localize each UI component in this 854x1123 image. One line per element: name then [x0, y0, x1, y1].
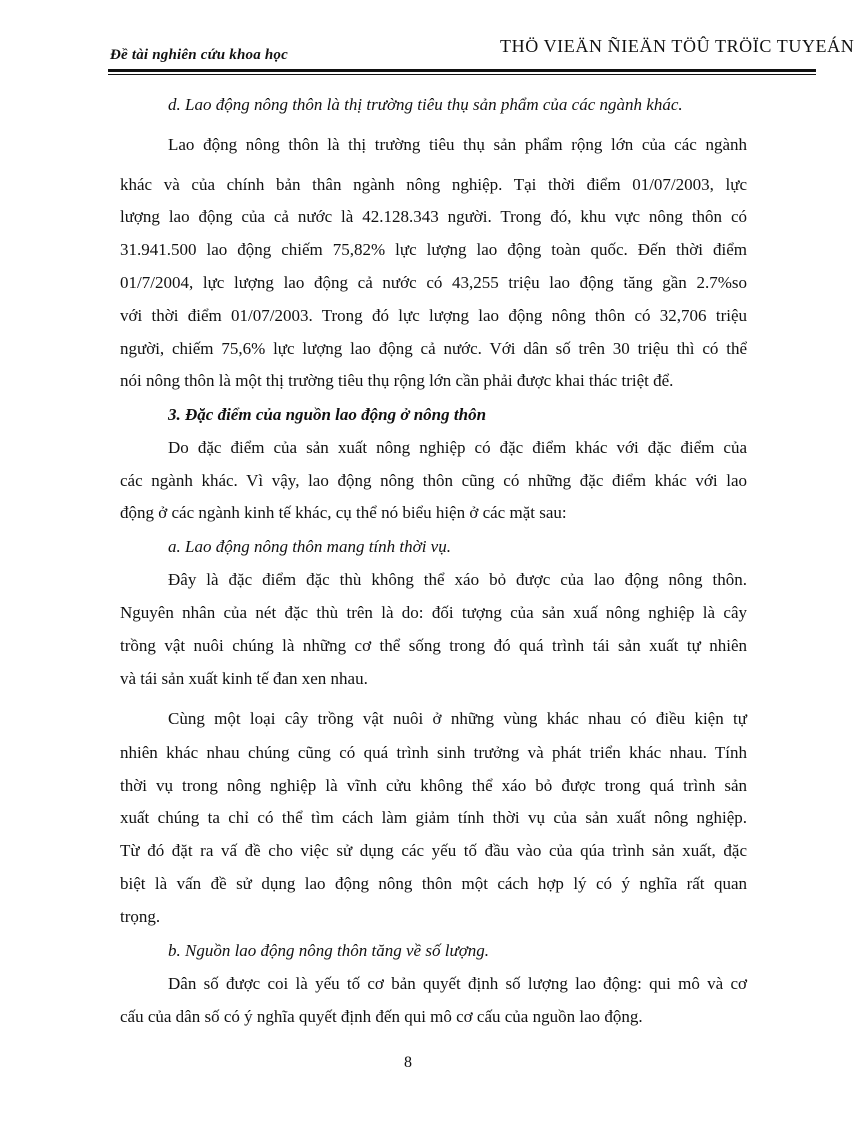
header-left-title: Đề tài nghiên cứu khoa học — [110, 47, 288, 63]
paragraph-line: xuất chúng ta chỉ có thể tìm cách làm giảm tính thời vụ của sản xuất nông nghiệp. — [120, 808, 747, 827]
header-right-title: THÖ VIEÄN ÑIEÄN TÖÛ TRÖÏC TUYEÁN — [500, 36, 854, 56]
paragraph-line: Cùng một loại cây trồng vật nuôi ở những vùng khác nhau có điều kiện tự — [168, 709, 747, 728]
paragraph-line: trồng vật nuôi chúng là những cơ thể sống trong đó quá trình tái sản xuất tự nhiên — [120, 636, 747, 655]
subheading-b: b. Nguồn lao động nông thôn tăng về số lượng. — [168, 941, 490, 960]
paragraph-line: Do đặc điểm của sản xuất nông nghiệp có đặc điểm khác với đặc điểm của — [168, 438, 747, 457]
paragraph-line: 31.941.500 lao động chiếm 75,82% lực lượng lao động toàn quốc. Đến thời điểm — [120, 240, 747, 259]
paragraph-line: người, chiếm 75,6% lực lượng lao động cả nước. Với dân số trên 30 triệu thì có thể — [120, 339, 747, 358]
header-rule-thin — [108, 74, 816, 75]
paragraph-line: 01/7/2004, lực lượng lao động cả nước có 43,255 triệu lao động tăng gần 2.7%so — [120, 273, 747, 292]
subheading-a: a. Lao động nông thôn mang tính thời vụ. — [168, 537, 451, 556]
paragraph-line: lượng lao động của cả nước là 42.128.343 người. Trong đó, khu vực nông thôn có — [120, 207, 747, 226]
paragraph-line: nhiên khác nhau chúng cũng có quá trình sinh trưởng và phát triển khác nhau. Tính — [120, 743, 747, 762]
paragraph-line: Nguyên nhân của nét đặc thù trên là do: đối tượng của sản xuấ nông nghiệp là cây — [120, 603, 747, 622]
page-number: 8 — [404, 1054, 412, 1071]
paragraph-line: động ở các ngành kinh tế khác, cụ thể nó biểu hiện ở các mặt sau: — [120, 503, 567, 522]
paragraph-line: Đây là đặc điểm đặc thù không thể xáo bỏ được của lao động nông thôn. — [168, 570, 747, 589]
subheading-d: d. Lao động nông thôn là thị trường tiêu thụ sản phẩm của các ngành khác. — [168, 95, 683, 114]
paragraph-line: và tái sản xuất kinh tế đan xen nhau. — [120, 669, 368, 688]
paragraph-line: các ngành khác. Vì vậy, lao động nông thôn cũng có những đặc điểm khác với lao — [120, 471, 747, 490]
paragraph-line: khác và của chính bản thân ngành nông nghiệp. Tại thời điểm 01/07/2003, lực — [120, 175, 747, 194]
paragraph-line: thời vụ trong nông nghiệp là vĩnh cửu không thể xáo bỏ được trong quá trình sản — [120, 776, 747, 795]
paragraph-line: với thời điểm 01/07/2003. Trong đó lực lượng lao động nông thôn có 32,706 triệu — [120, 306, 747, 325]
section-heading-3: 3. Đặc điểm của nguồn lao động ở nông thôn — [168, 405, 487, 424]
paragraph-line: biệt là vấn đề sử dụng lao động nông thôn một cách hợp lý có ý nghĩa rất quan — [120, 874, 747, 893]
paragraph-line: Dân số được coi là yếu tố cơ bản quyết định số lượng lao động: qui mô và cơ — [168, 974, 747, 993]
paragraph-line: nói nông thôn là một thị trường tiêu thụ rộng lớn cần phải được khai thác triệt để. — [120, 371, 674, 390]
paragraph-line: Lao động nông thôn là thị trường tiêu thụ sản phẩm rộng lớn của các ngành — [168, 135, 747, 154]
page-header — [108, 0, 854, 78]
header-rule-thick — [108, 69, 816, 72]
paragraph-line: cấu của dân số có ý nghĩa quyết định đến qui mô cơ cấu của nguồn lao động. — [120, 1007, 643, 1026]
paragraph-line: Từ đó đặt ra vấ đề cho việc sử dụng các yếu tố đầu vào của qúa trình sản xuất, đặc — [120, 841, 747, 860]
paragraph-line: trọng. — [120, 907, 161, 926]
